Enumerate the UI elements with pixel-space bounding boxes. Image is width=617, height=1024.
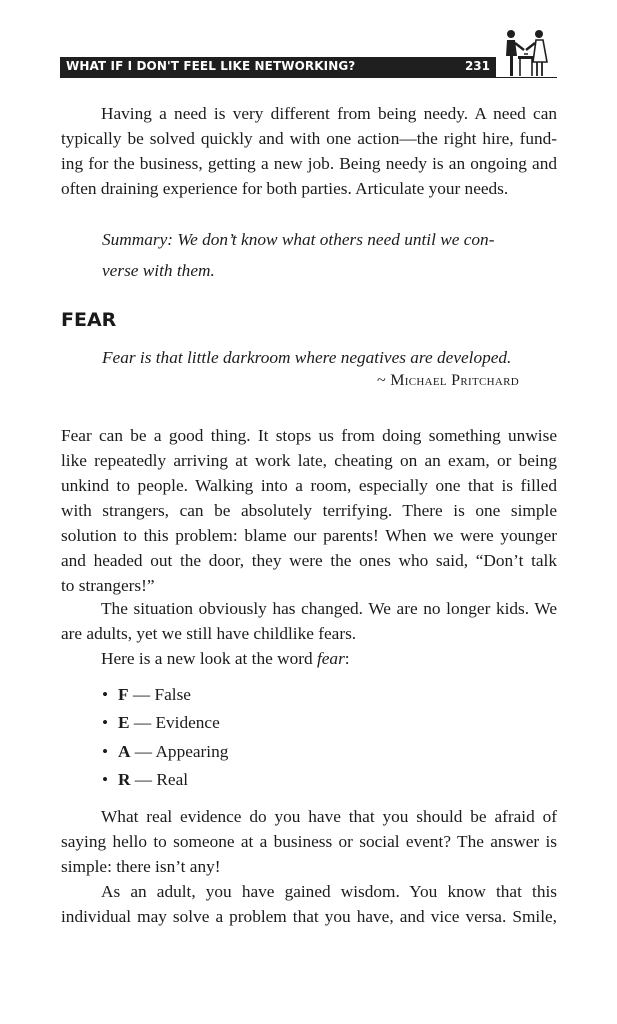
dash: — [130,769,157,789]
paragraph-new-look [61,646,557,671]
text-line: unkind to people. Walking into a room, especially one that is filled [61,476,557,495]
text-line: What real evidence do you have that you should be afraid of [101,807,557,826]
list-item [102,766,228,794]
text-line: typically be solved quickly and with one action—the right hire, fund- [61,129,557,148]
handshake-illustration-icon [498,26,554,78]
text-line: The situation obviously has changed. We are no longer kids. We [101,599,557,618]
text-line [61,646,557,671]
text-line: individual may solve a problem that you have, and vice versa. Smile, [61,907,557,926]
dash: — [128,685,155,704]
text-line: to strangers!” [61,576,155,595]
text-line: ing for the business, getting a new job. Being needy is an ongoing and [61,154,557,173]
list-item [102,709,228,737]
text-line: Fear can be a good thing. It stops us from doing something unwise [61,426,557,445]
running-header-bar [60,57,496,78]
text-line: often draining experience for both parties. Articulate your needs. [61,179,509,198]
acronym-letter: R [118,769,131,789]
page-number: 231 [464,59,490,73]
acronym-list [102,681,228,794]
acronym-letter: F [118,685,129,704]
acronym-letter: A [118,741,131,761]
bullet-icon: • [102,685,109,704]
paragraph-fear-intro [61,423,557,598]
list-item [102,738,228,766]
acronym-letter: E [118,713,130,733]
bullet-icon: • [102,769,109,789]
paragraph-needs [61,101,557,201]
bullet-icon: • [102,713,109,733]
acronym-word: Appearing [155,741,229,761]
acronym-word: Real [156,769,189,789]
text-line: simple: there isn’t any! [61,857,221,876]
epigraph-attribution: ~ Michael Pritchard [376,372,519,389]
epigraph-quote: Fear is that little darkroom where negatives are developed. [102,348,512,367]
text-line: are adults, yet we still have childlike fears. [61,624,357,643]
text-line: saying hello to someone at a business or social event? The answer is [61,832,557,851]
bullet-icon: • [102,741,109,761]
colon: : [344,649,350,668]
paragraph-wisdom [61,879,557,929]
running-header-title: WHAT IF I DON'T FEEL LIKE NETWORKING? [66,59,356,73]
acronym-word: Evidence [155,713,220,733]
paragraph-evidence [61,804,557,879]
dash: — [130,741,156,761]
text-line: and headed out the door, they were the ones who said, “Don’t talk [61,551,557,570]
emphasis-word: fear [316,649,345,668]
summary-line: verse with them. [102,261,215,280]
lead-text: Here is a new look at the word [101,649,317,668]
summary-note [102,224,522,286]
summary-line: Summary: We don’t know what others need until we con- [102,230,495,249]
list-item [102,681,228,709]
text-line: with strangers, can be absolutely terrifying. There is one simple [61,501,557,520]
text-line: As an adult, you have gained wisdom. You know that this [101,882,557,901]
dash: — [129,713,156,733]
section-heading: FEAR [61,309,117,331]
text-line: solution to this problem: blame our parents! When we were younger [61,526,557,545]
paragraph-situation [61,596,557,646]
text-line: Having a need is very different from being needy. A need can [101,104,557,123]
text-line: like repeatedly arriving at work late, cheating on an exam, or being [61,451,557,470]
acronym-word: False [154,685,191,704]
